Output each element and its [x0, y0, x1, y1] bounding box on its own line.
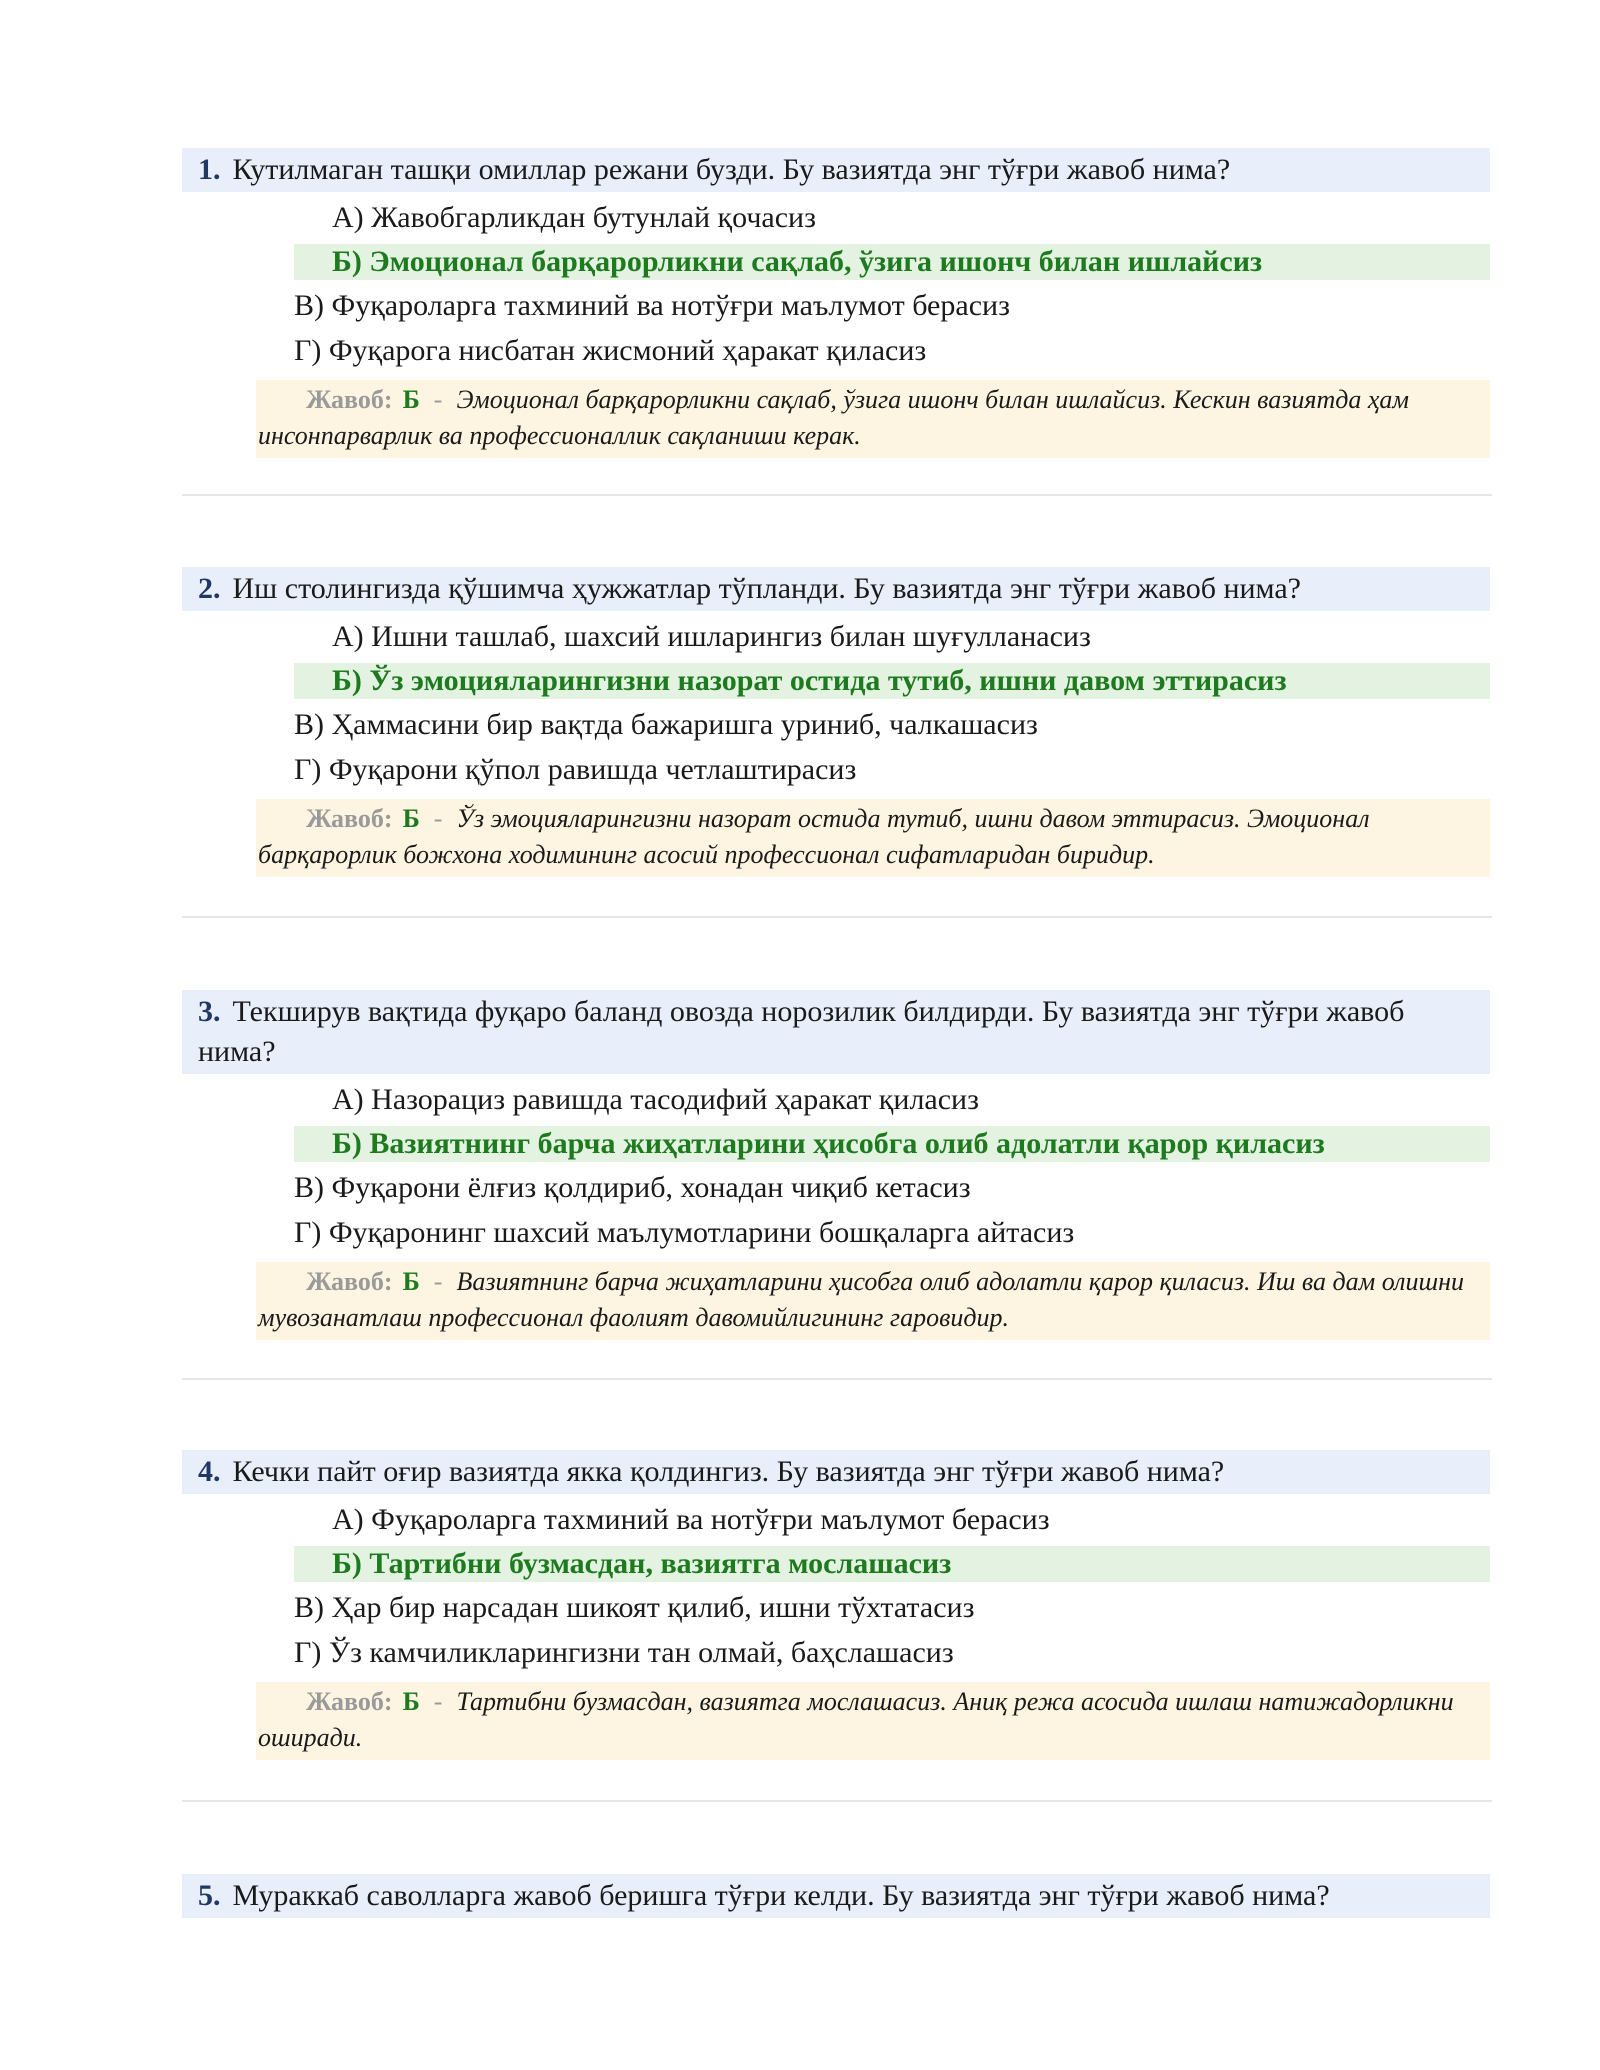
answer-letter: Б	[402, 385, 420, 414]
divider	[182, 916, 1492, 918]
question-number: 4.	[198, 1455, 221, 1488]
question-text: Кутилмаган ташқи омиллар режани бузди. Бу вазиятда энг тўғри жавоб нима?	[232, 153, 1231, 186]
answer-label: Жавоб:	[306, 385, 393, 414]
question-3	[182, 990, 1490, 1340]
answer-box	[256, 380, 1490, 458]
question-text: Мураккаб саволларга жавоб беришга тўғри келди. Бу вазиятда энг тўғри жавоб нима?	[232, 1879, 1330, 1912]
option-a: А) Ишни ташлаб, шахсий ишларингиз билан шуғулланасиз	[332, 620, 1091, 653]
option-d: Г) Фуқарони қўпол равишда четлаштирасиз	[294, 753, 857, 786]
option-b-correct: Б) Эмоционал барқарорликни сақлаб, ўзига ишонч билан ишлайсиз	[294, 244, 1490, 280]
question-1	[182, 148, 1490, 458]
option-c: В) Фуқароларга тахминий ва нотўғри маълумот берасиз	[294, 289, 1010, 322]
question-header	[182, 148, 1490, 192]
option-a: А) Назорациз равишда тасодифий ҳаракат қиласиз	[332, 1083, 979, 1116]
question-text: Кечки пайт оғир вазиятда якка қолдингиз. Бу вазиятда энг тўғри жавоб нима?	[232, 1455, 1225, 1488]
answer-text: Вазиятнинг барча жиҳатларини ҳисобга олиб адолатли қарор қиласиз. Иш ва дам олишни мувозанатлаш профессионал фаолият давомийлигининг гаровидир.	[258, 1267, 1464, 1332]
question-number: 1.	[198, 153, 221, 186]
answer-separator: -	[433, 1267, 443, 1296]
answer-text: Эмоционал барқарорликни сақлаб, ўзига ишонч билан ишлайсиз. Кескин вазиятда ҳам инсонпарварлик ва профессионаллик сақланиши керак.	[258, 385, 1410, 450]
question-header	[182, 567, 1490, 611]
answer-label: Жавоб:	[306, 804, 393, 833]
question-number: 2.	[198, 572, 221, 605]
option-a: А) Фуқароларга тахминий ва нотўғри маълумот берасиз	[332, 1503, 1050, 1536]
option-d: Г) Фуқарога нисбатан жисмоний ҳаракат қиласиз	[294, 334, 927, 367]
option-c: В) Ҳар бир нарсадан шикоят қилиб, ишни тўхтатасиз	[294, 1591, 975, 1624]
option-d: Г) Фуқаронинг шахсий маълумотларини бошқаларга айтасиз	[294, 1216, 1075, 1249]
answer-letter: Б	[402, 1267, 420, 1296]
answer-label: Жавоб:	[306, 1267, 393, 1296]
answer-letter: Б	[402, 1687, 420, 1716]
option-b-correct: Б) Ўз эмоцияларингизни назорат остида тутиб, ишни давом эттирасиз	[294, 663, 1490, 699]
answer-letter: Б	[402, 804, 420, 833]
answer-box	[256, 1682, 1490, 1760]
question-4	[182, 1450, 1490, 1760]
question-header	[182, 1450, 1490, 1494]
option-b-correct: Б) Вазиятнинг барча жиҳатларини ҳисобга олиб адолатли қарор қиласиз	[294, 1126, 1490, 1162]
answer-separator: -	[433, 1687, 443, 1716]
answer-label: Жавоб:	[306, 1687, 393, 1716]
divider	[182, 1800, 1492, 1802]
answer-text: Тартибни бузмасдан, вазиятга мослашасиз. Аниқ режа асосида ишлаш натижадорликни оширади.	[258, 1687, 1454, 1752]
answer-text: Ўз эмоцияларингизни назорат остида тутиб, ишни давом эттирасиз. Эмоционал барқарорлик божхона ходимининг асосий профессионал сифатларидан биридир.	[258, 804, 1370, 869]
answer-box	[256, 799, 1490, 877]
question-5	[182, 1874, 1490, 1918]
divider	[182, 1378, 1492, 1380]
question-number: 5.	[198, 1879, 221, 1912]
answer-box	[256, 1262, 1490, 1340]
answer-separator: -	[433, 385, 443, 414]
answer-separator: -	[433, 804, 443, 833]
option-c: В) Фуқарони ёлғиз қолдириб, хонадан чиқиб кетасиз	[294, 1171, 971, 1204]
option-d: Г) Ўз камчиликларингизни тан олмай, баҳслашасиз	[294, 1636, 954, 1669]
option-b-correct: Б) Тартибни бузмасдан, вазиятга мослашасиз	[294, 1546, 1490, 1582]
question-text: Текширув вақтида фуқаро баланд овозда норозилик билдирди. Бу вазиятда энг тўғри жавоб нима?	[198, 995, 1405, 1068]
question-text: Иш столингизда қўшимча ҳужжатлар тўпланди. Бу вазиятда энг тўғри жавоб нима?	[232, 572, 1301, 605]
question-number: 3.	[198, 995, 221, 1028]
question-header	[182, 990, 1490, 1074]
question-header	[182, 1874, 1490, 1918]
option-a: А) Жавобгарликдан бутунлай қочасиз	[332, 201, 816, 234]
question-2	[182, 567, 1490, 877]
option-c: В) Ҳаммасини бир вақтда бажаришга уриниб, чалкашасиз	[294, 708, 1038, 741]
divider	[182, 494, 1492, 496]
